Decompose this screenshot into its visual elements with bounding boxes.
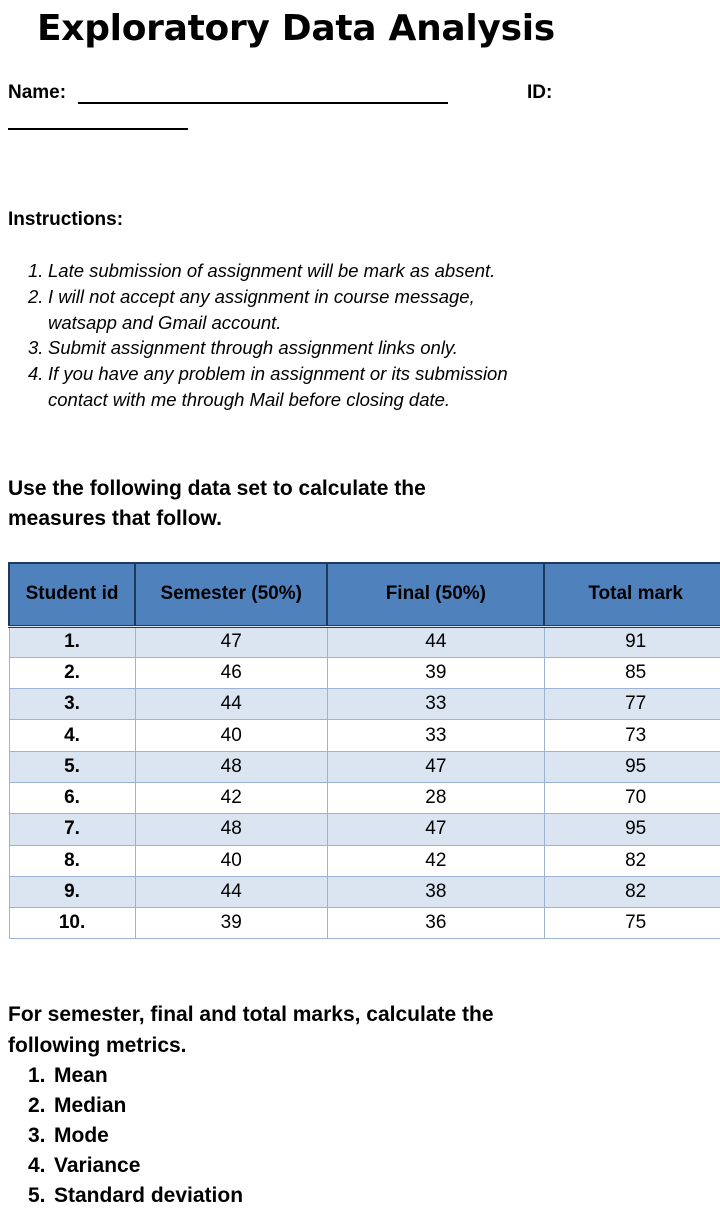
metric-label: Mean (54, 1064, 108, 1087)
total-cell: 73 (544, 720, 720, 751)
instruction-text: I will not accept any assignment in course message, (48, 285, 475, 307)
table-row (9, 782, 720, 813)
metric-item (28, 1151, 243, 1181)
final-cell: 39 (327, 657, 544, 688)
heading-line: For semester, final and total marks, calculate the (8, 1003, 494, 1026)
final-cell: 44 (327, 626, 544, 657)
metric-label: Mode (54, 1124, 109, 1147)
semester-cell: 47 (135, 626, 327, 657)
column-header: Student id (9, 563, 135, 626)
instruction-text: watsapp and Gmail account. (48, 311, 282, 333)
student-id-cell: 5. (9, 751, 135, 782)
student-id-cell: 2. (9, 657, 135, 688)
metric-item (28, 1061, 243, 1091)
instruction-item-continuation (28, 310, 508, 336)
instruction-text: If you have any problem in assignment or its submission (48, 363, 508, 385)
semester-cell: 46 (135, 657, 327, 688)
instruction-text: Submit assignment through assignment links only. (48, 337, 458, 359)
total-cell: 95 (544, 751, 720, 782)
instruction-item (28, 258, 508, 284)
table-row (9, 657, 720, 688)
name-blank-line (78, 102, 448, 104)
list-number: 2. (28, 1094, 46, 1117)
id-label: ID: (527, 82, 553, 103)
total-cell: 70 (544, 782, 720, 813)
student-id-cell: 9. (9, 876, 135, 907)
instruction-item (28, 284, 508, 310)
instructions-list (28, 258, 508, 413)
name-label: Name: (8, 82, 67, 103)
metrics-heading (8, 1000, 494, 1061)
student-id-cell: 7. (9, 814, 135, 845)
table-row (9, 908, 720, 939)
column-header: Total mark (544, 563, 720, 626)
final-cell: 36 (327, 908, 544, 939)
total-cell: 77 (544, 689, 720, 720)
total-cell: 82 (544, 845, 720, 876)
final-cell: 42 (327, 845, 544, 876)
list-number: 5. (28, 1184, 46, 1207)
student-id-cell: 10. (9, 908, 135, 939)
metrics-list (28, 1061, 243, 1211)
id-blank-line (8, 128, 188, 130)
heading-line: measures that follow. (8, 507, 222, 530)
final-cell: 33 (327, 720, 544, 751)
semester-cell: 42 (135, 782, 327, 813)
page-title: Exploratory Data Analysis (37, 8, 555, 49)
instruction-item (28, 335, 508, 361)
metric-label: Median (54, 1094, 127, 1117)
student-id-cell: 4. (9, 720, 135, 751)
semester-cell: 39 (135, 908, 327, 939)
total-cell: 91 (544, 626, 720, 657)
column-header: Final (50%) (327, 563, 544, 626)
metric-label: Variance (54, 1154, 141, 1177)
dataset-heading (8, 474, 426, 534)
table-row (9, 689, 720, 720)
heading-line: following metrics. (8, 1033, 187, 1057)
list-number: 1. (28, 260, 44, 281)
semester-cell: 40 (135, 720, 327, 751)
table-row (9, 626, 720, 657)
list-number: 1. (28, 1064, 46, 1087)
metric-item (28, 1181, 243, 1211)
list-number: 2. (28, 285, 44, 307)
list-number: 4. (28, 363, 44, 385)
list-number: 3. (28, 1124, 46, 1147)
total-cell: 95 (544, 814, 720, 845)
semester-cell: 44 (135, 876, 327, 907)
final-cell: 28 (327, 782, 544, 813)
semester-cell: 48 (135, 814, 327, 845)
instruction-item (28, 361, 508, 387)
table-row (9, 876, 720, 907)
table-row (9, 720, 720, 751)
table-row (9, 751, 720, 782)
list-number: 4. (28, 1154, 46, 1177)
table-row (9, 845, 720, 876)
heading-line: Use the following data set to calculate the (8, 477, 426, 500)
semester-cell: 48 (135, 751, 327, 782)
column-header: Semester (50%) (135, 563, 327, 626)
list-number: 3. (28, 337, 44, 359)
student-id-cell: 3. (9, 689, 135, 720)
student-id-cell: 1. (9, 626, 135, 657)
instruction-text: Late submission of assignment will be mark as absent. (48, 260, 496, 281)
total-cell: 85 (544, 657, 720, 688)
instruction-item-continuation (28, 387, 508, 413)
final-cell: 38 (327, 876, 544, 907)
metric-item (28, 1091, 243, 1121)
table-row (9, 814, 720, 845)
metric-item (28, 1121, 243, 1151)
table-header-row (9, 563, 720, 626)
metric-label: Standard deviation (54, 1184, 244, 1207)
marks-table-container (8, 562, 720, 939)
student-id-cell: 8. (9, 845, 135, 876)
student-id-cell: 6. (9, 782, 135, 813)
marks-table (8, 562, 720, 939)
final-cell: 47 (327, 814, 544, 845)
total-cell: 75 (544, 908, 720, 939)
total-cell: 82 (544, 876, 720, 907)
semester-cell: 44 (135, 689, 327, 720)
final-cell: 47 (327, 751, 544, 782)
instructions-heading: Instructions: (8, 209, 124, 230)
final-cell: 33 (327, 689, 544, 720)
semester-cell: 40 (135, 845, 327, 876)
instruction-text: contact with me through Mail before closing date. (48, 388, 451, 410)
